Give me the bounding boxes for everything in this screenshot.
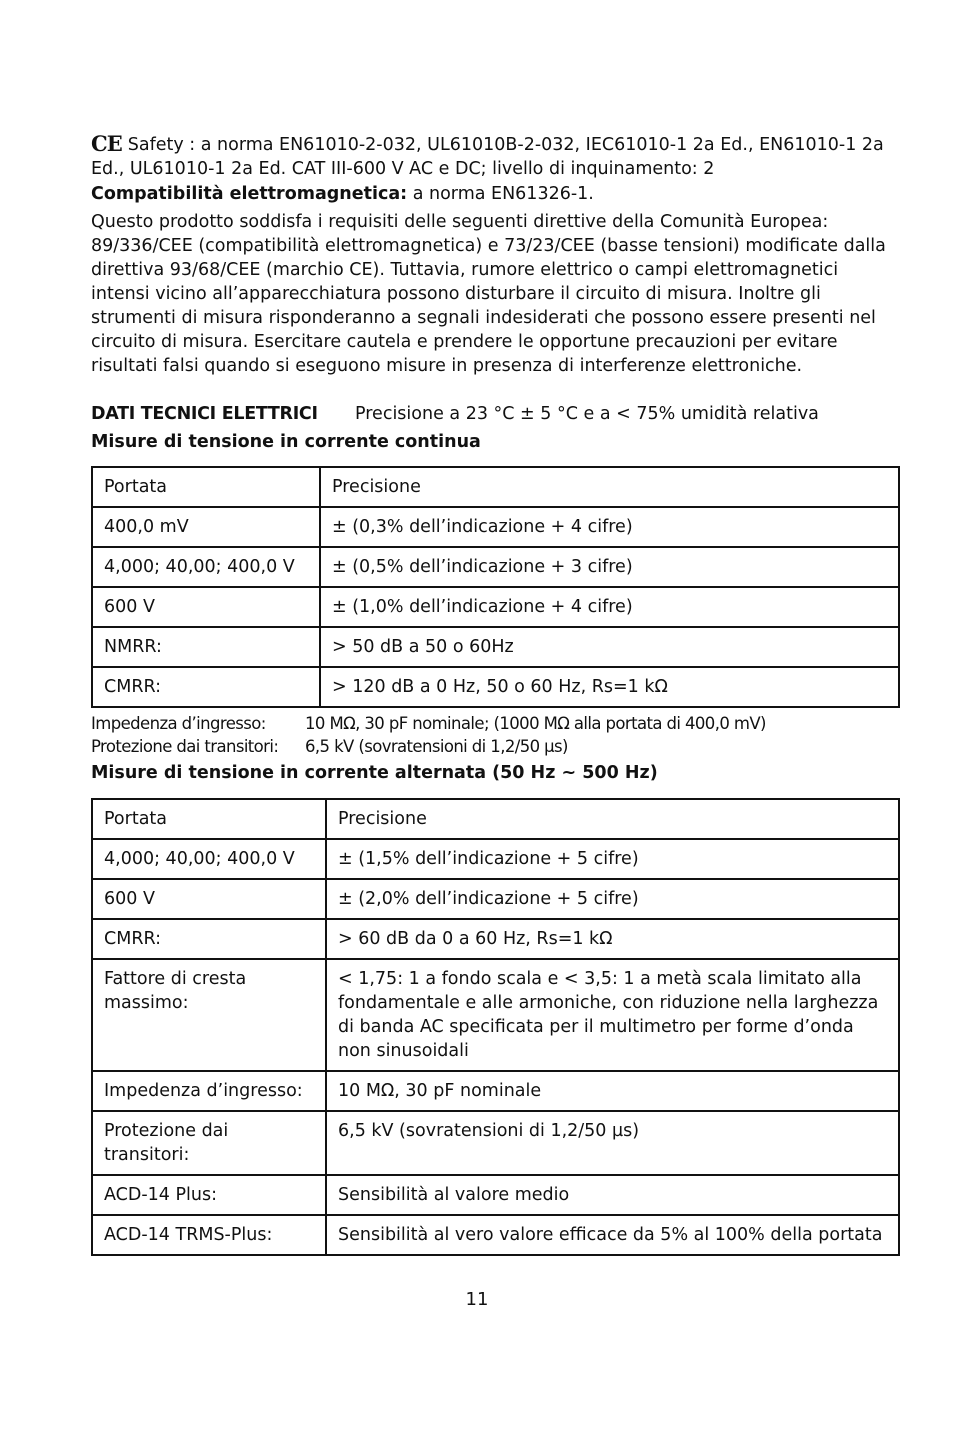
range-cell: 600 V xyxy=(92,587,320,627)
manual-page xyxy=(91,132,901,1256)
table-row xyxy=(92,507,899,547)
spec-note-label: Protezione dai transitori: xyxy=(91,737,279,756)
accuracy-cell: ± (0,3% dell’indicazione + 4 cifre) xyxy=(320,507,899,547)
spec-header xyxy=(91,402,901,426)
range-cell: CMRR: xyxy=(92,919,326,959)
emc-paragraph xyxy=(91,182,901,206)
table-row xyxy=(92,879,899,919)
table-row xyxy=(92,627,899,667)
range-cell: 4,000; 40,00; 400,0 V xyxy=(92,839,326,879)
accuracy-cell: > 60 dB da 0 a 60 Hz, Rs=1 kΩ xyxy=(326,919,899,959)
table-row xyxy=(92,1071,899,1111)
accuracy-cell: Precisione xyxy=(320,467,899,507)
table-row xyxy=(92,547,899,587)
spec-note xyxy=(91,712,901,735)
safety-paragraph xyxy=(91,132,901,181)
range-cell: NMRR: xyxy=(92,627,320,667)
range-cell: 600 V xyxy=(92,879,326,919)
accuracy-cell: < 1,75: 1 a fondo scala e < 3,5: 1 a metà scala limitato alla fondamentale e alle armoniche, con riduzione nella larghezza di banda AC specificata per il multimetro per forme d’onda non sinusoidali xyxy=(326,959,899,1071)
dc-section-title: Misure di tensione in corrente continua xyxy=(91,432,481,452)
range-cell: ACD-14 TRMS-Plus: xyxy=(92,1215,326,1255)
accuracy-cell: ± (1,5% dell’indicazione + 5 cifre) xyxy=(326,839,899,879)
range-cell: Portata xyxy=(92,799,326,839)
table-row xyxy=(92,959,899,1071)
dc-notes xyxy=(91,712,901,758)
accuracy-cell: ± (1,0% dell’indicazione + 4 cifre) xyxy=(320,587,899,627)
ce-mark-icon: CE xyxy=(91,131,122,156)
table-row xyxy=(92,1111,899,1175)
table-row xyxy=(92,587,899,627)
page-number: 11 xyxy=(465,1289,489,1310)
spec-note xyxy=(91,735,901,758)
accuracy-cell: 10 MΩ, 30 pF nominale xyxy=(326,1071,899,1111)
range-cell: 400,0 mV xyxy=(92,507,320,547)
range-cell: Protezione dai transitori: xyxy=(92,1111,326,1175)
emc-label: Compatibilità elettromagnetica: xyxy=(91,184,408,204)
directive-paragraph: Questo prodotto soddisfa i requisiti delle seguenti direttive della Comunità Europea: 89/336/CEE (compatibilità elettromagnetica) e 73/23/CEE (basse tensioni) modificate dalla direttiva 93/68/CEE (marchio CE). Tuttavia, rumore elettrico o campi elettromagnetici intensi vicino all’apparecchiatura possono disturbare il circuito di misura. Inoltre gli strumenti di misura risponderanno a segnali indesiderati che possono essere presenti nel circuito di misura. Esercitare cautela e prendere le opportune precauzioni per evitare risultati falsi quando si eseguono misure in presenza di interferenze elettroniche. xyxy=(91,212,886,376)
accuracy-cell: Sensibilità al vero valore efficace da 5% al 100% della portata xyxy=(326,1215,899,1255)
accuracy-cell: 6,5 kV (sovratensioni di 1,2/50 µs) xyxy=(326,1111,899,1175)
spec-note-value: 6,5 kV (sovratensioni di 1,2/50 µs) xyxy=(305,737,568,756)
range-cell: ACD-14 Plus: xyxy=(92,1175,326,1215)
table-row xyxy=(92,1215,899,1255)
table-header-row xyxy=(92,799,899,839)
dc-voltage-table xyxy=(91,466,900,708)
range-cell: CMRR: xyxy=(92,667,320,707)
spec-conditions: Precisione a 23 °C ± 5 °C e a < 75% umidità relativa xyxy=(355,404,819,424)
range-cell: 4,000; 40,00; 400,0 V xyxy=(92,547,320,587)
accuracy-cell: > 120 dB a 0 Hz, 50 o 60 Hz, Rs=1 kΩ xyxy=(320,667,899,707)
spec-note-value: 10 MΩ, 30 pF nominale; (1000 MΩ alla portata di 400,0 mV) xyxy=(305,714,766,733)
range-cell: Impedenza d’ingresso: xyxy=(92,1071,326,1111)
table-row xyxy=(92,919,899,959)
ac-section-title: Misure di tensione in corrente alternata (50 Hz ~ 500 Hz) xyxy=(91,763,658,783)
spec-note-label: Impedenza d’ingresso: xyxy=(91,714,266,733)
accuracy-cell: > 50 dB a 50 o 60Hz xyxy=(320,627,899,667)
table-row xyxy=(92,1175,899,1215)
spec-heading: DATI TECNICI ELETTRICI xyxy=(91,404,318,424)
accuracy-cell: Precisione xyxy=(326,799,899,839)
accuracy-cell: ± (2,0% dell’indicazione + 5 cifre) xyxy=(326,879,899,919)
table-row xyxy=(92,839,899,879)
range-cell: Portata xyxy=(92,467,320,507)
table-header-row xyxy=(92,467,899,507)
ac-voltage-table xyxy=(91,798,900,1256)
table-row xyxy=(92,667,899,707)
accuracy-cell: Sensibilità al valore medio xyxy=(326,1175,899,1215)
emc-text: a norma EN61326-1. xyxy=(407,184,594,204)
safety-text: Safety : a norma EN61010-2-032, UL61010B-2-032, IEC61010-1 2a Ed., EN61010-1 2a Ed., UL61010-1 2a Ed. CAT III-600 V AC e DC; livello di inquinamento: 2 xyxy=(91,135,884,179)
range-cell: Fattore di cresta massimo: xyxy=(92,959,326,1071)
accuracy-cell: ± (0,5% dell’indicazione + 3 cifre) xyxy=(320,547,899,587)
